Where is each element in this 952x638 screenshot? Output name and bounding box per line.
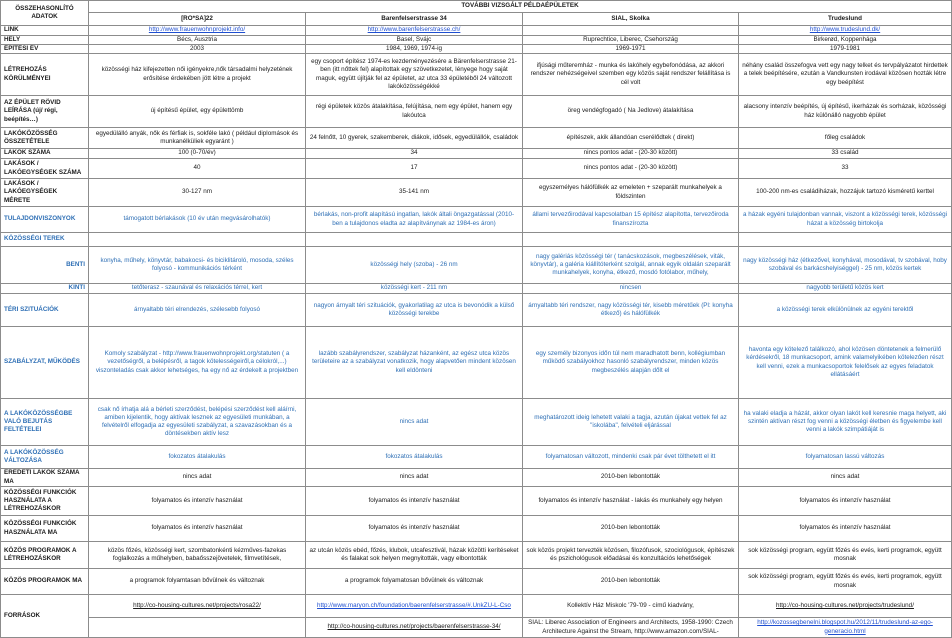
table-cell: folyamatos és intenzív használat: [89, 487, 306, 516]
table-cell: nincsen: [523, 284, 739, 294]
table-cell: nincs pontos adat - (20-30 között): [523, 149, 739, 159]
table-cell: 40: [89, 159, 306, 179]
table-cell: Kollektív Ház Miskolc '79-'09 - című kiadvány,: [523, 595, 739, 618]
table-cell: közösségi kert - 211 nm: [306, 284, 523, 294]
row-label: BENTI: [1, 247, 89, 284]
row-label: KINTI: [1, 284, 89, 294]
table-cell: 33 család: [739, 149, 952, 159]
row-label: SZABÁLYZAT, MŰKÖDÉS: [1, 327, 89, 399]
table-cell: nagyobb területű közös kert: [739, 284, 952, 294]
table-title: ÖSSZEHASONLÍTÓ ADATOK: [1, 1, 89, 26]
table-cell: SIAL: Liberec Association of Engineers and Architects, 1958-1990: Czech Architecture Against the Stream, http://www.amazon.com/SIAL-: [523, 618, 739, 638]
table-cell: sok közösségi program, együtt főzés és evés, kerti programok, együtt mosnak: [739, 542, 952, 569]
column-header-barenfelserstrasse: Barenfelserstrasse 34: [306, 13, 523, 26]
table-cell: folyamatos és intenzív használat: [739, 487, 952, 516]
table-cell: [89, 618, 306, 638]
table-cell: nincs pontos adat - (20-30 között): [523, 159, 739, 179]
table-cell: ha valaki eladja a házát, akkor olyan lakót kell keresnie maga helyett, aki szintén aktívan részt fog venni a közösségi életben és figyelembe kell venni a lakók szimpátiáját is: [739, 399, 952, 446]
column-header-sial: SIAL, Skolka: [523, 13, 739, 26]
table-cell: 30-127 nm: [89, 179, 306, 207]
link[interactable]: http://www.trudeslund.dk/: [809, 26, 881, 34]
table-cell: fokozatos átalakulás: [89, 446, 306, 469]
table-cell: havonta egy kötelező találkozó, ahol közösen döntetenek a felmerülő kérdésekről, 18 munkacsoport, amink valamelyikében kötelezően részt kell venni, ezek a munkacsoportok felelősek az egyes feladatok ellátásáért: [739, 327, 952, 399]
row-label: A LAKÓKÖZÖSSÉG VÁLTOZÁSA: [1, 446, 89, 469]
table-cell: [89, 26, 306, 36]
table-cell: folyamatosan változott, mindenki csak pár évet tölthetett el itt: [523, 446, 739, 469]
table-cell: nincs adat: [89, 469, 306, 487]
table-cell: folyamatos és intenzív használat: [306, 516, 523, 542]
table-cell: nincs adat: [739, 469, 952, 487]
table-cell: [523, 26, 739, 36]
row-label: KÖZÖSSÉGI FUNKCIÓK HASZNÁLATA A LÉTREHOZÁSKOR: [1, 487, 89, 516]
table-cell: Bécs, Ausztria: [89, 36, 306, 45]
column-header-trudeslund: Trudeslund: [739, 13, 952, 26]
row-label: TÉRI SZITUÁCIÓK: [1, 294, 89, 327]
table-cell: folyamatosan lassú változás: [739, 446, 952, 469]
table-cell: állami tervezőirodával kapcsolatban 15 építész alapította, tervezőiroda finanszírozta: [523, 207, 739, 233]
table-cell: nincs adat: [306, 399, 523, 446]
table-cell: [739, 595, 952, 618]
table-cell: a programok folyamatosan bővülnek és változnak: [306, 569, 523, 595]
table-cell: egy csoport építész 1974-es kezdeményezésére a Bärenfelserstrasse 21-ben (itt nőttek fel) alapítottak egy szövetkezetet, lényege hogy saját maguk, együtt újítják fel az épületet, az utca 33 épületéből 24 változott lakóközösségékké: [306, 54, 523, 96]
table-cell: sok közösségi program, együtt főzés és evés, kerti programok, együtt mosnak: [739, 569, 952, 595]
table-cell: Ruprechtice, Liberec, Csehország: [523, 36, 739, 45]
table-cell: 1979-1981: [739, 45, 952, 54]
row-label: LAKÁSOK / LAKÓEGYSÉGEK SZÁMA: [1, 159, 89, 179]
table-cell: [306, 595, 523, 618]
row-label: KÖZÖS PROGRAMOK MA: [1, 569, 89, 595]
table-cell: 33: [739, 159, 952, 179]
table-cell: sok közös projekt tervezték közösen, filozófusok, szociológusok, építészek és pszichológusok előadásai és konzultációs lehetőségek: [523, 542, 739, 569]
table-cell: 24 felnőtt, 10 gyerek, szakemberek, diákok, idősek, egyedülállók, családok: [306, 128, 523, 149]
table-cell: 2010-ben lebontották: [523, 569, 739, 595]
link[interactable]: http://www.frauenwohnprojekt.info/: [148, 26, 246, 34]
table-cell: [306, 233, 523, 247]
table-cell: 1984, 1969, 1974-ig: [306, 45, 523, 54]
source-link[interactable]: http://co-housing-cultures.net/projects/rosa22/: [133, 601, 261, 609]
row-label: LAKÓK SZÁMA: [1, 149, 89, 159]
table-cell: [523, 233, 739, 247]
row-label: KÖZÖSSÉGI FUNKCIÓK HASZNÁLATA MA: [1, 516, 89, 542]
row-label: EREDETI LAKÓK SZÁMA MA: [1, 469, 89, 487]
table-cell: meghatározott ideig lehetett valaki a tagja, azután újakat vettek fel az "iskolába", felvételi eljárással: [523, 399, 739, 446]
table-cell: főleg családok: [739, 128, 952, 149]
table-cell: a házak egyéni tulajdonban vannak, viszont a közösségi terek, közösségi házat a közösség birtokolja: [739, 207, 952, 233]
table-cell: egy személy bizonyos időn túl nem maradhatott benn, kollégiumban működő szabályokhoz hasonló szabályrendszer, minden közös megbeszélés alapján dőlt el: [523, 327, 739, 399]
table-cell: közös főzés, közösségi kert, szombatonkénti kézműves-fazekas foglalkozás a műhelyben, babaősszejövetelek, filmvetítések,: [89, 542, 306, 569]
row-label: AZ ÉPÜLET RÖVID LEÍRÁSA (új/ régi, beépítés…): [1, 96, 89, 128]
table-cell: a programok folyamtasan bővülnek és változnak: [89, 569, 306, 595]
table-cell: Basel, Svájc: [306, 36, 523, 45]
group-title: TOVÁBBI VIZSGÁLT PÉLDAÉPÜLETEK: [89, 1, 952, 13]
table-cell: folyamatos és intenzív használat - lakás és munkahely egy helyen: [523, 487, 739, 516]
table-cell: támogatott bérlakások (10 év után megvásárolhatók): [89, 207, 306, 233]
table-cell: lazább szabályrendszer, szabályzat házanként, az egész utca közös területeire az a szabályzat vonatkozik, hogy alapvetően mindent közösen kell eldönteni: [306, 327, 523, 399]
table-cell: néhány család összefogva vett egy nagy telket és tervpályázatot hirdettek a telek beépítésére, ezután a Vandkunsten irodával közösen hozták létre egy beépítést: [739, 54, 952, 96]
row-label: LINK: [1, 26, 89, 36]
table-cell: árnyaltabb téri elrendezés, szélesebb folyosó: [89, 294, 306, 327]
table-cell: 100 (0-70/év): [89, 149, 306, 159]
row-label: A LAKÓKÖZÖSSÉGBE VALÓ BEJUTÁS FELTÉTELEI: [1, 399, 89, 446]
table-cell: [89, 233, 306, 247]
table-cell: 100-200 nm-es családiházak, hozzájuk tartozó kisméretű kerttel: [739, 179, 952, 207]
row-label: HELY: [1, 36, 89, 45]
table-cell: tetőterasz - szaunával és relaxációs térrel, kert: [89, 284, 306, 294]
table-cell: 35-141 nm: [306, 179, 523, 207]
table-cell: konyha, műhely, könyvtár, babakocsi- és biciklitároló, mosoda, széles folyosó - kommunikációs térként: [89, 247, 306, 284]
table-cell: Komoly szabályzat - http://www.frauenwohnprojekt.org/statuten ( a vezetőségről, a belépésről, a tagok kötelességeiről,a célokról,...) viszonteladás csak akkor lehetséges, ha egy nő az érdekelt a projektben: [89, 327, 306, 399]
table-cell: folyamatos és intenzív használat: [89, 516, 306, 542]
table-cell: [306, 26, 523, 36]
table-cell: [89, 595, 306, 618]
table-cell: csak nő írhatja alá a bérleti szerződést, belépési szerződést kell aláírni, amiben kijelentik, hogy aktívak lesznek az egyesületi munkában, a felvételről elfogadja az egyesületi szabályzat, a szavazásokban és a döntésekben aktív lesz: [89, 399, 306, 446]
table-cell: nincs adat: [306, 469, 523, 487]
source-link[interactable]: http://co-housing-cultures.net/projects/baerenfelserstrasse-34/: [327, 623, 501, 631]
table-cell: Birkerød, Koppenhága: [739, 36, 952, 45]
table-cell: [739, 233, 952, 247]
table-cell: nagy közösségi ház (étkezővel, konyhával, mosodával, tv szobával, hoby szobával és barkácshelyiséggel) - 25 nm, közös kertek: [739, 247, 952, 284]
table-cell: ifjúsági műteremház - munka és lakóhely egybefonódása, az akkori rendszer nehézségeivel szemben egy közös saját rendszer felállítása is cél volt: [523, 54, 739, 96]
row-label: KÖZÖS PROGRAMOK A LÉTREHOZÁSKOR: [1, 542, 89, 569]
table-cell: 2003: [89, 45, 306, 54]
link[interactable]: http://www.barenfelserstrasse.ch/: [367, 26, 461, 34]
table-cell: közösségi hely (szoba) - 26 nm: [306, 247, 523, 284]
table-cell: új építésű épület, egy épülettömb: [89, 96, 306, 128]
row-label: TULAJDONVISZONYOK: [1, 207, 89, 233]
row-label: LÉTREHOZÁS KÖRÜLMÉNYEI: [1, 54, 89, 96]
table-cell: régi épületek közös átalakítása, felújítása, nem egy épület, hanem egy lakóutca: [306, 96, 523, 128]
row-label: LAKÓKÖZÖSSÉG ÖSSZETÉTELE: [1, 128, 89, 149]
table-cell: folyamatos és intenzív használat: [306, 487, 523, 516]
table-cell: [739, 618, 952, 638]
table-cell: folyamatos és intenzív használat: [739, 516, 952, 542]
table-cell: nagyon árnyalt téri szituációk, gyakorlatilag az utca is bevonódik a külső közösségi terekbe: [306, 294, 523, 327]
source-link[interactable]: http://www.maryon.ch/foundation/baerenfelserstrasse/#.UnkZU-L-Cso: [317, 601, 511, 609]
table-cell: 2010-ben lebontották: [523, 516, 739, 542]
table-cell: egyedülálló anyák, nők és férfiak is, sokféle lakó ( például diplomások és munkanélküliek egyaránt ): [89, 128, 306, 149]
row-label: KÖZÖSSÉGI TEREK: [1, 233, 89, 247]
table-cell: fokozatos átalakulás: [306, 446, 523, 469]
table-cell: 34: [306, 149, 523, 159]
source-link[interactable]: http://kozossegbenelni.blogspot.hu/2012/11/trudeslund-az-ego-generacio.html: [757, 619, 933, 635]
table-cell: építészek, akik állandóan cserélődtek ( direkt): [523, 128, 739, 149]
table-cell: 1969-1971: [523, 45, 739, 54]
table-cell: 2010-ben lebontották: [523, 469, 739, 487]
table-cell: közösségi ház kifejezetten női igényekre,nők társadalmi helyzetének erősítése érdekében jött létre a projekt: [89, 54, 306, 96]
table-cell: árnyaltabb téri rendszer, nagy közösségi tér, kisebb méretűek (Pl: konyha étkező) és hálófülkék: [523, 294, 739, 327]
table-cell: [306, 618, 523, 638]
table-cell: 17: [306, 159, 523, 179]
table-cell: egyszemélyes hálófülkék az emeleten + szeparált munkahelyek a földszinten: [523, 179, 739, 207]
table-cell: az utcán közös ebéd, főzés, klubok, utcafesztivál, házak közötti kerítéseket és falakat sok helyen megnyitották, vagy elbontották: [306, 542, 523, 569]
table-cell: alacsony intenzív beépítés, új építésű, ikerházak és sorházak, közösségi ház különálló nagyobb épület: [739, 96, 952, 128]
row-label: ÉPÍTÉSI ÉV: [1, 45, 89, 54]
column-header-rosa22: [RO*SA]22: [89, 13, 306, 26]
source-link[interactable]: http://co-housing-cultures.net/projects/trudeslund/: [776, 601, 914, 609]
table-cell: bérlakás, non-profit alapítású ingatlan, lakók általi öngazgatással (2010-ben a tulajdonos eladta az alapítványnak az 1984-es áron): [306, 207, 523, 233]
row-label: LAKÁSOK / LAKÓEGYSÉGEK MÉRETE: [1, 179, 89, 207]
table-cell: nagy galériás közösségi tér ( tanácskozások, megbeszélések, viták, könyvtár), a galéria kiállítóterként szolgál, annak egyik oldalán szeparált munkahelyek, konyha, étkező, mosdó fotólabor, műhely,: [523, 247, 739, 284]
row-label: FORRÁSOK: [1, 595, 89, 638]
table-cell: [739, 26, 952, 36]
table-cell: öreg vendégfogadó ( Na Jedlove) átalakítása: [523, 96, 739, 128]
table-cell: a közösségi terek elkülönülnek az egyéni terektől: [739, 294, 952, 327]
